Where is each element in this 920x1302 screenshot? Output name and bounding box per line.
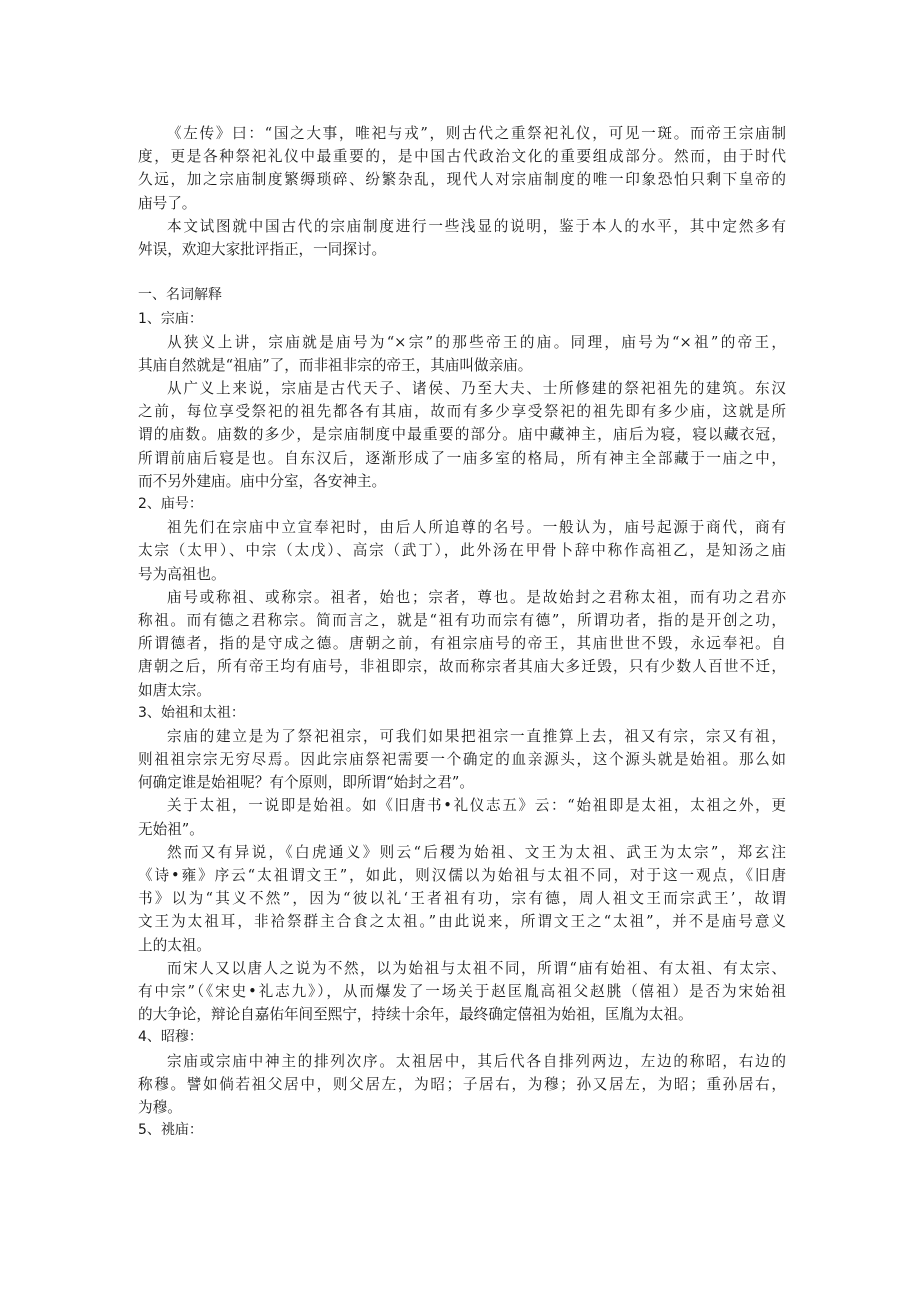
text-line: 宗庙或宗庙中神主的排列次序。太祖居中，其后代各自排列两边，左边的称昭，右边的 [167,1052,786,1070]
text-line: 其庙自然就是“祖庙”了，而非祖非宗的帝王，其庙叫做亲庙。 [138,356,533,374]
paragraph [138,516,786,586]
text-line: 上的太祖。 [138,936,211,954]
section-heading-zongmiao: 1、宗庙： [138,310,203,327]
text-line: 《左传》曰：“国之大事，唯祀与戎”，则古代之重祭祀礼仪，可见一斑。而帝王宗庙制 [167,125,786,142]
text-line: 称穆。譬如倘若祖父居中，则父居左，为昭；子居右，为穆；孙又居左，为昭；重孙居右， [138,1075,786,1093]
text-line: 庙号或称祖、或称宗。祖者，始也；宗者，尊也。是故始封之君称太祖，而有功之君亦 [167,588,786,606]
text-line: 何确定谁是始祖呢？有个原则，即所谓“始封之君”。 [138,774,474,792]
paragraph [138,331,786,377]
section-heading-tiaomiao: 5、祧庙： [138,1122,203,1139]
blank-line [138,261,786,284]
text-line: 所谓德者，指的是守成之德。唐朝之前，有祖宗庙号的帝王，其庙世世不毁，永远奉祀。自 [138,635,786,653]
section-heading-miaohao: 2、庙号： [138,496,203,512]
intro-paragraph-2 [138,215,786,261]
text-line: 唐朝之后，所有帝王均有庙号，非祖即宗，故而称宗者其庙大多迁毁，只有少数人百世不迁， [138,658,786,676]
text-line: 舛误，欢迎大家批评指正，一同探讨。 [138,240,387,258]
section-heading-zhaomu: 4、昭穆： [138,1029,203,1046]
text-line: 《诗•雍》序云“太祖谓文王”，如此，则汉儒以为始祖与太祖不同，对于这一观点，《旧唐 [138,867,786,884]
paragraph [138,377,786,493]
paragraph [138,957,786,1027]
text-line: 庙号了。 [138,194,197,212]
text-line: 如唐太宗。 [138,681,211,699]
text-line: 久远，加之宗庙制度繁缛琐碎、纷繁杂乱，现代人对宗庙制度的唯一印象恐怕只剩下皇帝的 [138,171,786,189]
text-line: 称祖。而有德之君称宗。简而言之，就是“祖有功而宗有德”，所谓功者，指的是开创之功， [138,611,786,629]
paragraph [138,1050,786,1120]
text-line: 从广义上来说，宗庙是古代天子、诸侯、乃至大夫、士所修建的祭祀祖先的建筑。东汉 [167,380,786,398]
text-line: 所谓前庙后寝是也。自东汉后，逐渐形成了一庙多室的格局，所有神主全部藏于一庙之中， [138,449,786,467]
text-line: 有中宗”（《宋史•礼志九》），从而爆发了一场关于赵匡胤高祖父赵朓（僖祖）是否为宋始祖 [138,982,786,1000]
paragraph [138,586,786,702]
text-line: 之前，每位享受祭祀的祖先都各有其庙，故而有多少享受祭祀的祖先即有多少庙，这就是所 [138,403,786,421]
paragraph [138,794,786,840]
text-line: 号为高祖也。 [138,565,226,583]
paragraph [138,841,786,957]
text-line: 谓的庙数。庙数的多少，是宗庙制度中最重要的部分。庙中藏神主，庙后为寝，寝以藏衣冠， [138,426,786,444]
text-line: 无始祖”。 [138,820,204,838]
text-line: 书》以为“其义不然”，因为“彼以礼‘王者祖有功，宗有德，周人祖文王而宗武王’，故谓 [138,890,786,908]
section-title: 一、名词解释 [138,287,222,304]
text-line: 而宋人又以唐人之说为不然，以为始祖与太祖不同，所谓“庙有始祖、有太祖、有太宗、 [167,959,786,977]
text-line: 的大争论，辩论自嘉佑年间至熙宁，持续十余年，最终确定僖祖为始祖，匡胤为太祖。 [138,1006,693,1024]
text-line: 为穆。 [138,1098,182,1116]
text-line: 宗庙的建立是为了祭祀祖宗，可我们如果把祖宗一直推算上去，祖又有宗，宗又有祖， [167,727,786,745]
text-line: 度，更是各种祭祀礼仪中最重要的，是中国古代政治文化的重要组成部分。然而，由于时代 [138,148,786,166]
paragraph [138,725,786,795]
text-line: 关于太祖，一说即是始祖。如《旧唐书•礼仪志五》云：“始祖即是太祖，太祖之外，更 [167,797,786,815]
text-line: 则祖祖宗宗无穷尽焉。因此宗庙祭祀需要一个确定的血亲源头，这个源头就是始祖。那么如 [138,751,786,769]
section-heading-shizu-taizu: 3、始祖和太祖： [138,704,245,721]
document-body [138,122,786,1142]
text-line: 本文试图就中国古代的宗庙制度进行一些浅显的说明，鉴于本人的水平，其中定然多有 [167,217,786,235]
intro-paragraph-1 [138,122,786,215]
text-line: 然而又有异说，《白虎通义》则云“后稷为始祖、文王为太祖、武王为太宗”，郑玄注 [167,843,786,861]
text-line: 祖先们在宗庙中立宣奉祀时，由后人所追尊的名号。一般认为，庙号起源于商代，商有 [167,519,786,537]
text-line: 而不另外建庙。庙中分室，各安神主。 [138,472,387,490]
text-line: 文王为太祖耳，非祫祭群主合食之太祖。”由此说来，所谓文王之“太祖”，并不是庙号意义 [138,913,786,931]
text-line: 太宗（太甲）、中宗（太戊）、高宗（武丁），此外汤在甲骨卜辞中称作高祖乙，是知汤之庙 [138,542,786,560]
text-line: 从狭义上讲，宗庙就是庙号为“×宗”的那些帝王的庙。同理，庙号为“×祖”的帝王， [167,333,786,351]
